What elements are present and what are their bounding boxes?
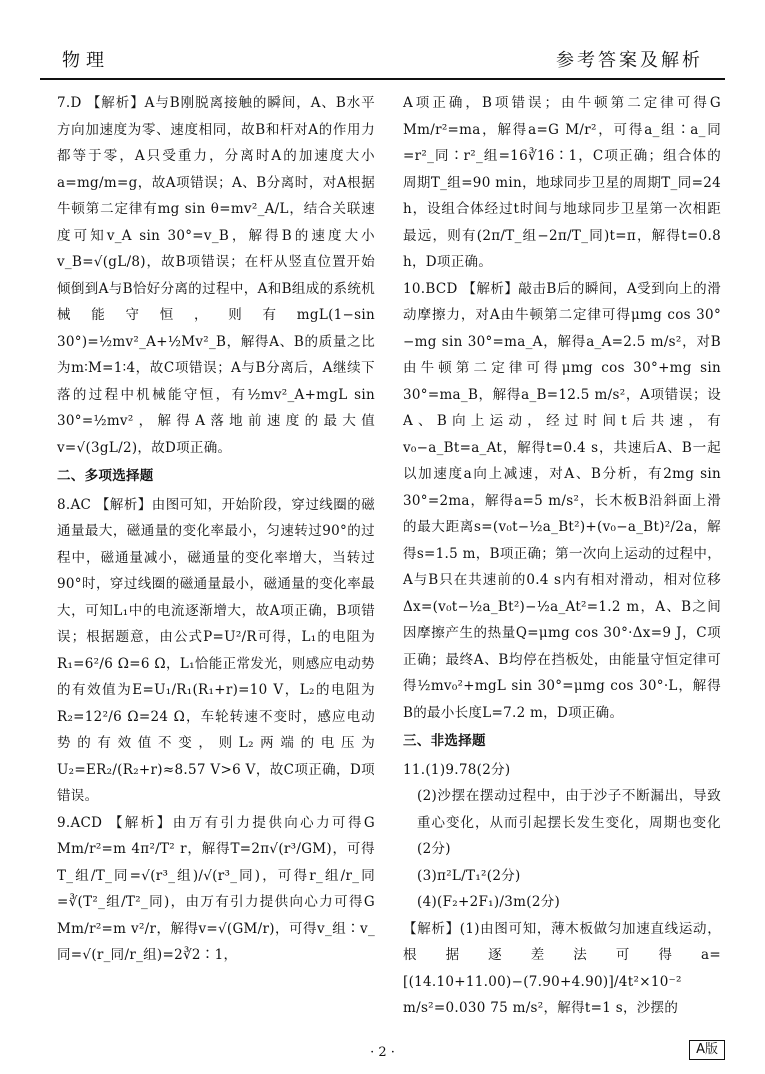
page-header bbox=[40, 40, 725, 72]
left-column bbox=[57, 90, 375, 969]
header-rule bbox=[40, 78, 725, 80]
answer-paragraph: 11.(1)9.78(2分) bbox=[403, 761, 511, 778]
answer-paragraph: (3)π²L/T₁²(2分) bbox=[417, 867, 521, 884]
section-heading: 三、非选择题 bbox=[403, 733, 486, 749]
right-column bbox=[403, 90, 721, 1022]
answer-paragraph: (4)(F₂+2F₁)/3m(2分) bbox=[417, 894, 561, 910]
subject-title: 物理 bbox=[62, 50, 110, 71]
answer-paragraph: 7.D 【解析】A与B刚脱离接触的瞬间，A、B水平方向加速度为零、速度相同，故B和杆对A的作用力都等于零，A只受重力，分离时A的加速度大小a=mg/m=g，故A项错误；A、B分离时，对A根据牛顿第二定律有mg sin θ=mv²_A/L，结合关联速度可知v_A sin 30°=v_B，解得B的速度大小v_B=√(gL/8)，故B项错误；在杆从竖直位置开始倾倒到A与B恰好分离的过程中，A和B组成的系统机械能守恒，则有mgL(1−sin 30°)=½mv²_A+½Mv²_B，解得A、B的质量之比为m∶M=1∶4，故C项错误；A与B分离后，A继续下落的过程中机械能守恒，有½mv²_A+mgL sin 30°=½mv²，解得A落地前速度的最大值v=√(3gL/2)，故D项正确。 bbox=[57, 95, 375, 456]
answer-paragraph: A项正确，B项错误；由牛顿第二定律可得G Mm/r²=ma，解得a=G M/r²，可得a_组∶a_同=r²_同∶r²_组=16∛16∶1，C项正确；组合体的周期T_组=90 min，地球同步卫星的周期T_同=24 h，设组合体经过t时间与地球同步卫星第一次相距最远，则有(2π/T_组−2π/T_同)t=π，解得t=0.8 h，D项正确。 bbox=[403, 95, 721, 270]
answer-paragraph: 10.BCD 【解析】敲击B后的瞬间，A受到向上的滑动摩擦力，对A由牛顿第二定律可得μmg cos 30°−mg sin 30°=ma_A，解得a_A=2.5 m/s²，对B由牛顿第二定律可得μmg cos 30°+mg sin 30°=ma_B，解得a_B=12.5 m/s²，A项错误；设A、B向上运动，经过时间t后共速，有v₀−a_Bt=a_At，解得t=0.4 s，共速后A、B一起以加速度a向上减速，对A、B分析，有2mg sin 30°=2ma，解得a=5 m/s²，长木板B沿斜面上滑的最大距离s=(v₀t−½a_Bt²)+(v₀−a_Bt)²/2a，解得s=1.5 m，B项正确；第一次向上运动的过程中，A与B只在共速前的0.4 s内有相对滑动，相对位移Δx=(v₀t−½a_Bt²)−½a_At²=1.2 m，A、B之间因摩擦产生的热量Q=μmg cos 30°·Δx=9 J，C项正确；最终A、B均停在挡板处，由能量守恒定律可得½mv₀²+mgL sin 30°=μmg cos 30°·L，解得B的最小长度L=7.2 m，D项正确。 bbox=[403, 280, 721, 721]
section-title: 参考答案及解析 bbox=[556, 50, 703, 71]
answer-paragraph: 【解析】(1)由图可知，薄木板做匀加速直线运动，根据逐差法可得a=[(14.10+11.00)−(7.90+4.90)]/4t²×10⁻² m/s²=0.030 75 m/s²，解得t=1 s，沙摆的 bbox=[403, 920, 721, 1016]
answer-paragraph: (2)沙摆在摆动过程中，由于沙子不断漏出，导致重心变化，从而引起摆长发生变化，周期也变化(2分) bbox=[417, 788, 721, 857]
page-number: · 2 · bbox=[370, 1045, 395, 1060]
version-badge: A版 bbox=[689, 1040, 725, 1060]
section-heading: 二、多项选择题 bbox=[57, 468, 154, 484]
answer-paragraph: 8.AC 【解析】由图可知，开始阶段，穿过线圈的磁通量最大，磁通量的变化率最小，匀速转过90°的过程中，磁通量减小，磁通量的变化率增大，当转过90°时，穿过线圈的磁通量最小，磁通量的变化率最大，可知L₁中的电流逐渐增大，故A项正确，B项错误；根据题意，由公式P=U²/R可得，L₁的电阻为R₁=6²/6 Ω=6 Ω，L₁恰能正常发光，则感应电动势的有效值为E=U₁/R₁(R₁+r)=10 V，L₂的电阻为R₂=12²/6 Ω=24 Ω，车轮转速不变时，感应电动势的有效值不变，则L₂两端的电压为U₂=ER₂/(R₂+r)≈8.57 V>6 V，故C项正确，D项错误。 bbox=[57, 496, 375, 804]
answer-paragraph: 9.ACD 【解析】由万有引力提供向心力可得G Mm/r²=m 4π²/T² r，解得T=2π√(r³/GM)，可得T_组/T_同=√(r³_组)/√(r³_同)，可得r_组/r_同=∛(T²_组/T²_同)，由万有引力提供向心力可得G Mm/r²=m v²/r，解得v=√(GM/r)，可得v_组∶v_同=√(r_同/r_组)=2∛2∶1， bbox=[57, 814, 375, 963]
